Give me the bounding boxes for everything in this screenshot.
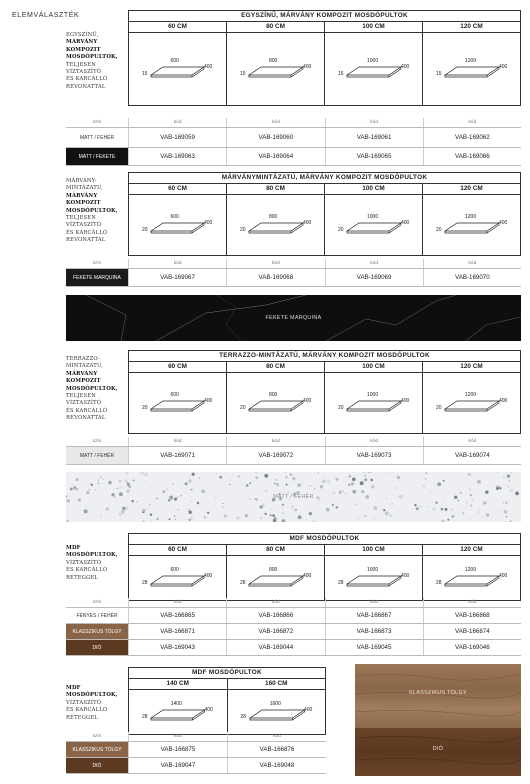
height-label: 28: [240, 580, 246, 586]
height-label: 28: [142, 580, 148, 586]
countertop-drawing: [324, 33, 422, 105]
table-row: KLASSZIKUS TÖLGY VAB-166875 VAB-166876: [66, 742, 326, 758]
countertop-drawing: [422, 33, 520, 105]
size-label: 60 CM: [168, 23, 187, 30]
table-header-row: szín kód kód kód kód: [66, 118, 521, 128]
size-grid: [128, 21, 521, 106]
length-label: 1200: [465, 214, 477, 220]
countertop-drawing: [324, 556, 422, 600]
size-grid: [128, 361, 521, 434]
code-table: [66, 259, 521, 287]
countertop-drawing: [226, 556, 324, 600]
length-label: 800: [269, 58, 278, 64]
height-label: 28: [436, 580, 442, 586]
length-label: 1000: [367, 58, 379, 64]
length-label: 600: [170, 214, 179, 220]
size-label: 100 CM: [324, 184, 422, 194]
countertop-drawing: [227, 690, 326, 734]
table-row: FEKETE MARQUINA VAB-169067 VAB-169068 VAB-169069 VAB-169070: [66, 269, 521, 287]
length-label: 1000: [367, 214, 379, 220]
code-table: [66, 437, 521, 465]
section-title: MDF MOSDÓPULTOK: [128, 667, 326, 678]
height-label: 20: [436, 405, 442, 411]
page-title: ELEMVÁLASZTÉK: [12, 12, 80, 19]
countertop-drawing: [129, 373, 226, 433]
size-label: 160 CM: [227, 679, 326, 689]
table-row: KLASSZIKUS TÖLGY VAB-166871 VAB-166872 VAB-166873 VAB-166874: [66, 624, 521, 640]
size-label: 80 CM: [226, 184, 324, 194]
section-description: MÁRVÁNY- MINTÁZATÚ, MÁRVÁNY KOMPOZIT MOSDÓPULTOK, TELJESEN VÍZTASZÍTÓ ÉS KARCÁLLÓ REVONATTAL: [66, 178, 118, 244]
countertop-drawing: [129, 33, 226, 105]
table-row: MATT / FEHÉR VAB-169071 VAB-169072 VAB-169073 VAB-169074: [66, 447, 521, 465]
section-description: EGYSZÍNŰ, MÁRVÁNY KOMPOZIT MOSDÓPULTOK, TELJESEN VÍZTASZÍTÓ ÉS KARCÁLLÓ REVONATTAL: [66, 32, 118, 90]
countertop-drawing: [129, 556, 226, 600]
depth-label: 400: [401, 398, 410, 404]
height-label: 20: [338, 227, 344, 233]
size-label: 100 CM: [324, 362, 422, 372]
size-label: 120 CM: [422, 184, 520, 194]
length-label: 1000: [367, 567, 379, 573]
table-header-row: szín kód kód: [66, 732, 326, 742]
depth-label: 400: [401, 220, 410, 226]
size-label: 120 CM: [422, 362, 520, 372]
section-mdf: [66, 533, 521, 659]
length-label: 1400: [170, 701, 182, 707]
oak-swatch: [355, 664, 521, 728]
length-label: 800: [269, 567, 278, 573]
size-label: 140 CM: [166, 680, 189, 687]
section-solid-marble: [66, 10, 521, 165]
swatch-label: DIÓ: [432, 746, 444, 752]
height-label: 20: [240, 227, 246, 233]
terrazzo-swatch: [66, 472, 521, 522]
countertop-drawing: [226, 33, 324, 105]
depth-label: 400: [499, 64, 508, 70]
table-row: MATT / FEKETE VAB-169063 VAB-169064 VAB-169065 VAB-169066: [66, 148, 521, 166]
length-label: 800: [269, 214, 278, 220]
countertop-drawing: [422, 195, 520, 255]
length-label: 1200: [465, 58, 477, 64]
swatch-label: MATT / FEHÉR: [273, 494, 314, 500]
swatch-label: KLASSZIKUS TÖLGY: [409, 690, 467, 696]
walnut-swatch: [355, 728, 521, 776]
table-row: MATT / FEHÉR VAB-169059 VAB-169060 VAB-169061 VAB-169062: [66, 128, 521, 148]
code-table: [66, 598, 521, 656]
depth-label: 400: [204, 398, 213, 404]
depth-label: 400: [303, 573, 312, 579]
length-label: 600: [170, 392, 179, 398]
section-marble-pattern: [66, 172, 521, 290]
dimension-drawings: [129, 373, 520, 433]
depth-label: 400: [401, 64, 410, 70]
height-label: 15: [338, 71, 344, 77]
height-label: 20: [436, 227, 442, 233]
depth-label: 400: [499, 220, 508, 226]
size-label: 120 CM: [422, 22, 520, 32]
countertop-drawing: [129, 690, 227, 734]
table-header-row: szín kód kód kód kód: [66, 598, 521, 608]
size-grid: [128, 678, 326, 735]
section-title: TERRAZZO-MINTÁZATÚ, MÁRVÁNY KOMPOZIT MOSDÓPULTOK: [128, 350, 521, 361]
size-label: 100 CM: [324, 545, 422, 555]
code-table: [66, 118, 521, 166]
size-label: 60 CM: [168, 546, 187, 553]
size-label: 80 CM: [226, 545, 324, 555]
countertop-drawing: [129, 195, 226, 255]
length-label: 600: [170, 567, 179, 573]
section-title: EGYSZÍNŰ, MÁRVÁNY KOMPOZIT MOSDÓPULTOK: [128, 10, 521, 21]
countertop-drawing: [422, 373, 520, 433]
countertop-drawing: [226, 373, 324, 433]
table-header-row: szín kód kód kód kód: [66, 259, 521, 269]
height-label: 15: [436, 71, 442, 77]
code-table: [66, 732, 326, 774]
depth-label: 400: [304, 707, 313, 713]
size-grid: [128, 183, 521, 256]
section-description: MDF MOSDÓPULTOK, VÍZTASZÍTÓ ÉS KARCÁLLÓ RÉTEGGEL: [66, 685, 118, 721]
section-title: MDF MOSDÓPULTOK: [128, 533, 521, 544]
black-marquina-swatch: [66, 295, 521, 341]
length-label: 800: [269, 392, 278, 398]
dimension-drawings: [129, 690, 325, 734]
table-header-row: szín kód kód kód kód: [66, 437, 521, 447]
length-label: 1200: [465, 567, 477, 573]
dimension-drawings: [129, 556, 520, 600]
length-label: 1200: [465, 392, 477, 398]
height-label: 20: [240, 405, 246, 411]
length-label: 1600: [269, 701, 281, 707]
height-label: 28: [338, 580, 344, 586]
size-label: 60 CM: [168, 185, 187, 192]
countertop-drawing: [226, 195, 324, 255]
length-label: 600: [170, 58, 179, 64]
height-label: 28: [142, 714, 148, 720]
size-label: 80 CM: [226, 22, 324, 32]
depth-label: 400: [204, 573, 213, 579]
section-mdf-large: [66, 667, 326, 777]
depth-label: 400: [303, 398, 312, 404]
countertop-drawing: [324, 195, 422, 255]
height-label: 15: [240, 71, 246, 77]
countertop-drawing: [422, 556, 520, 600]
size-label: 60 CM: [168, 363, 187, 370]
dimension-drawings: [129, 195, 520, 255]
height-label: 20: [338, 405, 344, 411]
depth-label: 400: [204, 220, 213, 226]
length-label: 1000: [367, 392, 379, 398]
table-row: DIÓ VAB-169047 VAB-169048: [66, 758, 326, 774]
size-label: 80 CM: [226, 362, 324, 372]
depth-label: 400: [401, 573, 410, 579]
countertop-drawing: [324, 373, 422, 433]
depth-label: 400: [303, 220, 312, 226]
height-label: 28: [240, 714, 247, 720]
height-label: 15: [142, 71, 148, 77]
depth-label: 400: [204, 64, 213, 70]
swatch-label: FEKETE MARQUINA: [265, 315, 322, 321]
depth-label: 400: [499, 573, 508, 579]
table-row: DIÓ VAB-169043 VAB-169044 VAB-169045 VAB-169046: [66, 640, 521, 656]
depth-label: 400: [499, 398, 508, 404]
height-label: 20: [142, 227, 148, 233]
depth-label: 400: [303, 64, 312, 70]
section-description: MDF MOSDÓPULTOK, VÍZTASZÍTÓ ÉS KARCÁLLÓ RÉTEGGEL: [66, 545, 118, 581]
dimension-drawings: [129, 33, 520, 105]
section-description: TERRAZZO- MINTÁZATÚ, MÁRVÁNY KOMPOZIT MOSDÓPULTOK, TELJESEN VÍZTASZÍTÓ ÉS KARCÁLLÓ REVONATTAL: [66, 356, 118, 422]
size-label: 120 CM: [422, 545, 520, 555]
size-label: 100 CM: [324, 22, 422, 32]
table-row: FÉNYES / FEHÉR VAB-166865 VAB-166866 VAB-166867 VAB-166868: [66, 608, 521, 624]
depth-label: 400: [204, 707, 213, 713]
section-terrazzo: [66, 350, 521, 465]
height-label: 20: [142, 405, 148, 411]
section-title: MÁRVÁNYMINTÁZATÚ, MÁRVÁNY KOMPOZIT MOSDÓPULTOK: [128, 172, 521, 183]
size-grid: [128, 544, 521, 601]
